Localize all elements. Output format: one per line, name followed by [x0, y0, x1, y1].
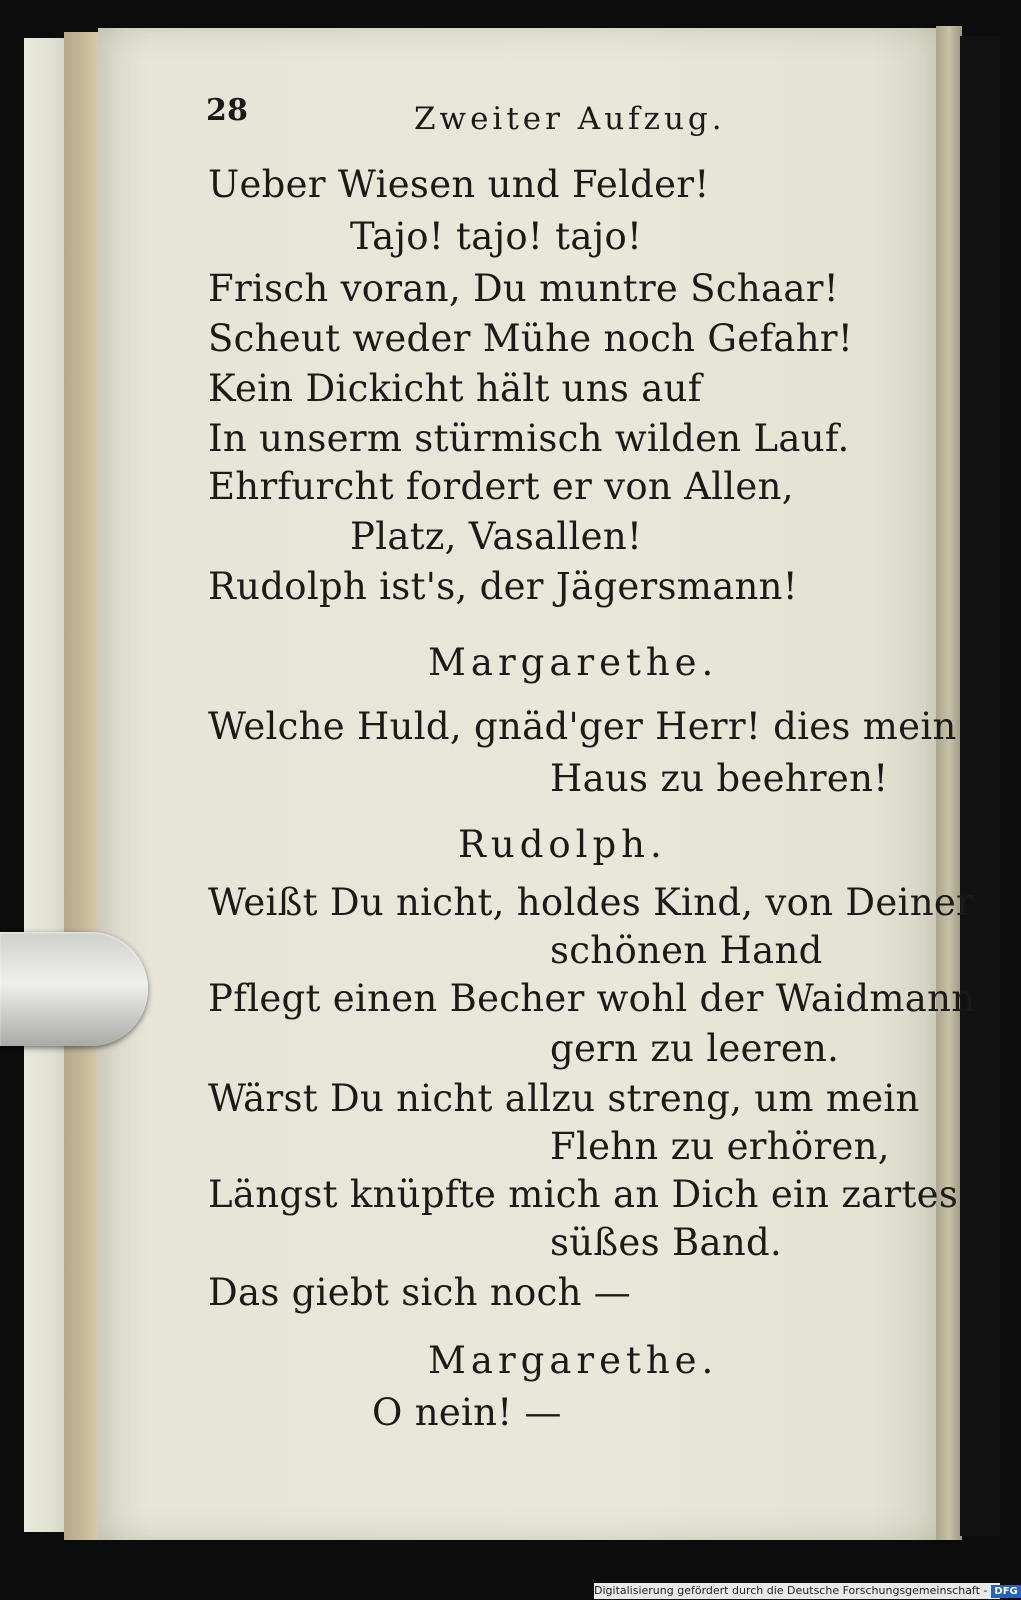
credit-text: Digitalisierung gefördert durch die Deutsche Forschungsgemeinschaft - [594, 1584, 988, 1597]
speech-line: gern zu leeren. [550, 1027, 840, 1070]
verse-line: Ehrfurcht fordert er von Allen, [208, 465, 794, 508]
speech-line: Pflegt einen Becher wohl der Waidmann [208, 977, 976, 1020]
verse-line: Platz, Vasallen! [350, 515, 643, 558]
speech-line: Längst knüpfte mich an Dich ein zartes [208, 1173, 959, 1216]
speech-line: Haus zu beehren! [550, 757, 889, 800]
verse-line: Rudolph ist's, der Jägersmann! [208, 565, 798, 608]
speech-line: Weißt Du nicht, holdes Kind, von Deiner [208, 881, 975, 924]
speaker-name: Rudolph. [458, 823, 667, 866]
speech-line: Welche Huld, gnäd'ger Herr! dies mein [208, 705, 957, 748]
verse-line: Scheut weder Mühe noch Gefahr! [208, 317, 854, 360]
speech-line: schönen Hand [550, 929, 823, 972]
verse-line: Frisch voran, Du muntre Schaar! [208, 267, 839, 310]
speech-line: Wärst Du nicht allzu streng, um mein [208, 1077, 920, 1120]
speech-line: Flehn zu erhören, [550, 1125, 890, 1168]
speaker-name: Margarethe. [428, 641, 719, 684]
speech-line: süßes Band. [550, 1221, 783, 1264]
digitization-credit [594, 1583, 1018, 1599]
verse-line: Kein Dickicht hält uns auf [208, 367, 702, 410]
speech-line: Das giebt sich noch — [208, 1271, 632, 1314]
speaker-name: Margarethe. [428, 1339, 719, 1382]
verse-line: Ueber Wiesen und Felder! [208, 163, 710, 206]
page-number: 28 [206, 93, 249, 128]
running-head: Zweiter Aufzug. [414, 101, 726, 137]
verse-line: In unserm stürmisch wilden Lauf. [208, 417, 850, 460]
speech-line: O nein! — [372, 1391, 562, 1434]
verse-line: Tajo! tajo! tajo! [350, 215, 643, 258]
dfg-logo: DFG [991, 1585, 1020, 1598]
